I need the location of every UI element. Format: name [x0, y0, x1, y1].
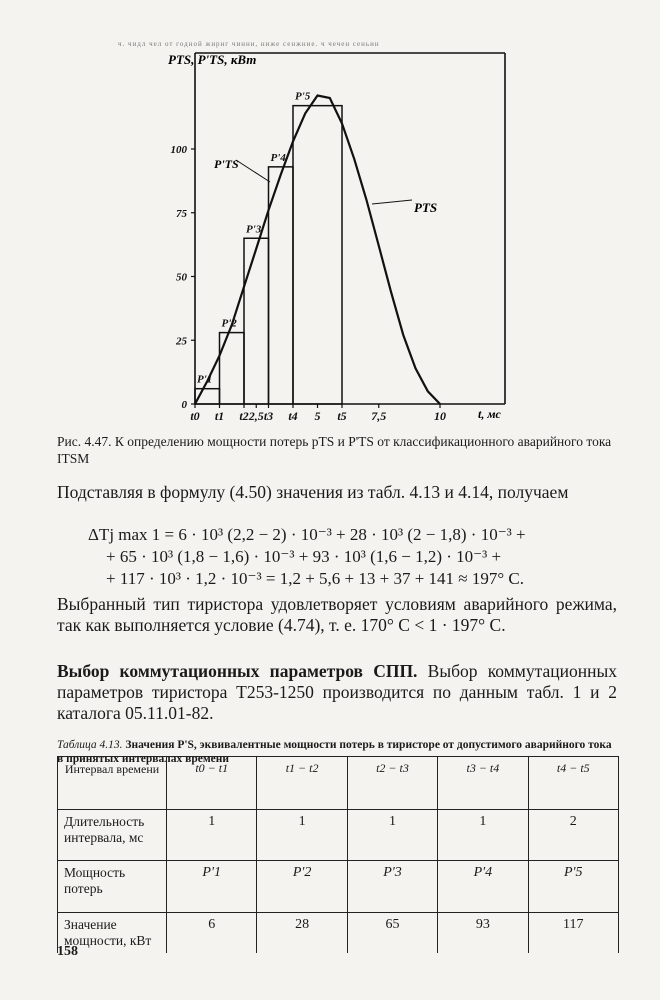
paragraph-thyristor-condition: Выбранный тип тиристора удовлетворяет условиям аварийного режима, так как выполняется условие (4.74), т. е. 170° C < 1 · 197° C.	[57, 594, 617, 635]
table-cell: 1	[438, 810, 528, 861]
table-cell: P'3	[347, 861, 437, 913]
x-tick-label: t5	[337, 409, 347, 423]
step-bar	[293, 106, 342, 404]
step-bar-label: P'4	[270, 151, 286, 164]
y-tick-label: 25	[176, 335, 187, 348]
y-axis-label: PTS, P'TS, кВт	[168, 52, 257, 67]
paragraph-switching-params	[57, 661, 617, 724]
table-header-cell: t2 − t3	[347, 757, 437, 810]
x-tick-label: 10	[434, 409, 446, 423]
y-tick-label: 0	[181, 399, 187, 411]
pts-step-leader-line	[236, 160, 270, 182]
section-body: Выбор коммутационных параметров тиристора Т253-1250 производится по данным табл. 1 и 2 каталога 05.11.01-82.	[57, 661, 617, 723]
step-bar-label: P'1	[197, 373, 213, 386]
table-cell: P'2	[257, 861, 347, 913]
formula-line-2: + 65 · 10³ (1,8 − 1,6) · 10⁻³ + 93 · 10³ (1,6 − 1,2) · 10⁻³ +	[106, 547, 502, 566]
x-tick-label: 5	[314, 409, 321, 423]
formula-line-3: + 117 · 10³ · 1,2 · 10⁻³ = 1,2 + 5,6 + 13 + 37 + 141 ≈ 197° C.	[106, 569, 525, 588]
table-header-cell: t1 − t2	[257, 757, 347, 810]
x-tick-label: 7,5	[371, 409, 387, 423]
loss-power-table	[57, 756, 619, 953]
x-tick-label: t4	[288, 409, 298, 423]
x-tick-label: t0	[190, 409, 200, 423]
table-header-cell: Интервал времени	[58, 757, 167, 810]
step-bar-label: P'3	[246, 223, 262, 236]
paragraph-substitution: Подставляя в формулу (4.50) значения из табл. 4.13 и 4.14, получаем	[57, 482, 569, 502]
y-tick-label: 50	[176, 271, 187, 284]
table-row-head: Длительность интервала, мс	[58, 810, 167, 861]
table-cell: 1	[347, 810, 437, 861]
y-tick-label: 100	[170, 144, 187, 156]
x-tick-label: 2,5	[248, 409, 264, 423]
table-row	[58, 861, 619, 913]
header-noise-text: ч. чидл чел от годной жирнг чинни, ниже сенжние. ч чечен сеньин	[118, 40, 380, 48]
table-cell: P'4	[438, 861, 528, 913]
table-cell: 65	[347, 913, 437, 954]
pts-curve	[195, 96, 440, 405]
table-row	[58, 810, 619, 861]
table-cell: 93	[438, 913, 528, 954]
step-bar-label: P'2	[221, 317, 237, 330]
table-header-cell: t0 − t1	[167, 757, 257, 810]
table-header-row	[58, 757, 619, 810]
formula-line-1: ΔTj max 1 = 6 · 10³ (2,2 − 2) · 10⁻³ + 28 · 10³ (2 − 1,8) · 10⁻³ +	[88, 525, 526, 544]
table-header-cell: t4 − t5	[528, 757, 618, 810]
step-bar-label: P'5	[295, 90, 311, 103]
x-tick-label: t2	[239, 409, 249, 423]
y-tick-label: 75	[176, 207, 187, 220]
x-tick-label: t1	[214, 409, 225, 423]
table-caption-label: Таблица 4.13.	[57, 739, 123, 751]
table-row-head: Мощность потерь	[58, 861, 167, 913]
pts-leader-line	[372, 200, 412, 204]
x-axis-label: t, мс	[478, 407, 501, 421]
table-cell: 1	[257, 810, 347, 861]
loss-power-chart	[0, 0, 660, 430]
step-bar	[244, 238, 269, 404]
table-cell: 6	[167, 913, 257, 954]
table-cell: 28	[257, 913, 347, 954]
x-tick-label: t3	[263, 409, 274, 423]
page-number: 158	[57, 944, 78, 959]
table-cell: 1	[167, 810, 257, 861]
step-bar	[220, 333, 245, 404]
table-cell: 117	[528, 913, 618, 954]
table-header-cell: t3 − t4	[438, 757, 528, 810]
table-cell: 2	[528, 810, 618, 861]
table-cell: P'5	[528, 861, 618, 913]
section-heading: Выбор коммутационных параметров СПП.	[57, 661, 418, 681]
table-caption-text: Значения P'S, эквивалентные мощности потерь в тиристоре от допустимого аварийного тока в принятых интервалах времени	[57, 739, 612, 765]
table-row-head: Значение мощности, кВт	[58, 913, 167, 954]
pts-curve-label: PTS	[414, 200, 438, 215]
pts-step-label: P'TS	[214, 157, 239, 171]
figure-caption: Рис. 4.47. К определению мощности потерь pTS и P'TS от классификационного аварийного тока ITSM	[57, 434, 612, 466]
table-row	[58, 913, 619, 954]
table-cell: P'1	[167, 861, 257, 913]
